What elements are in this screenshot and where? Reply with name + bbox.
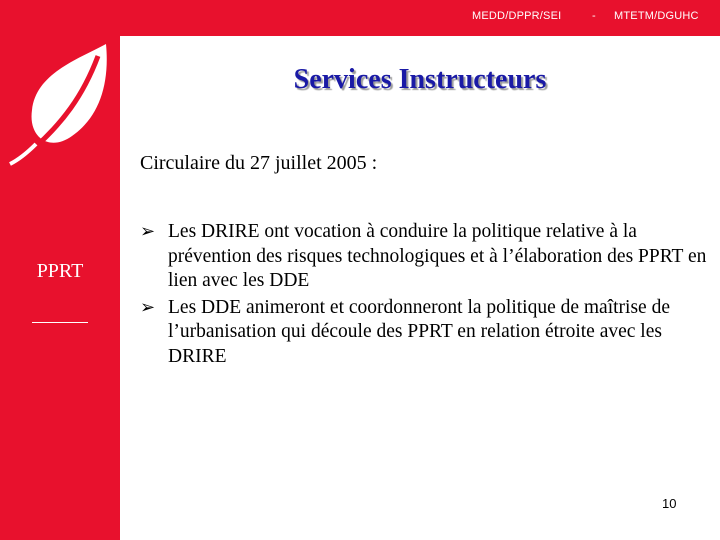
intro-text: Circulaire du 27 juillet 2005 : xyxy=(140,152,378,174)
bullet-item xyxy=(138,220,718,294)
page-number: 10 xyxy=(662,496,677,511)
slide-title: Services Instructeurs xyxy=(293,64,547,95)
side-divider xyxy=(32,322,88,323)
leaf-icon xyxy=(6,40,118,180)
bullet-text: Les DRIRE ont vocation à conduire la politique relative à la prévention des risques technologiques et à l’élaboration des PPRT en lien avec les DDE xyxy=(168,221,707,291)
arrow-bullet-icon: ➢ xyxy=(140,296,156,318)
side-label: PPRT xyxy=(36,260,84,282)
arrow-bullet-icon: ➢ xyxy=(140,221,156,242)
bullet-text: Les DDE animeront et coordonneront la politique de maîtrise de l’urbanisation qui découle des PPRT en relation étroite avec les DRIRE xyxy=(168,296,670,367)
bullet-item xyxy=(138,296,718,370)
header-org-left: MEDD/DPPR/SEI xyxy=(472,10,562,22)
bullet-list xyxy=(138,220,718,371)
header-org-right: MTETM/DGUHC xyxy=(614,10,699,22)
header-separator: - xyxy=(592,10,596,22)
